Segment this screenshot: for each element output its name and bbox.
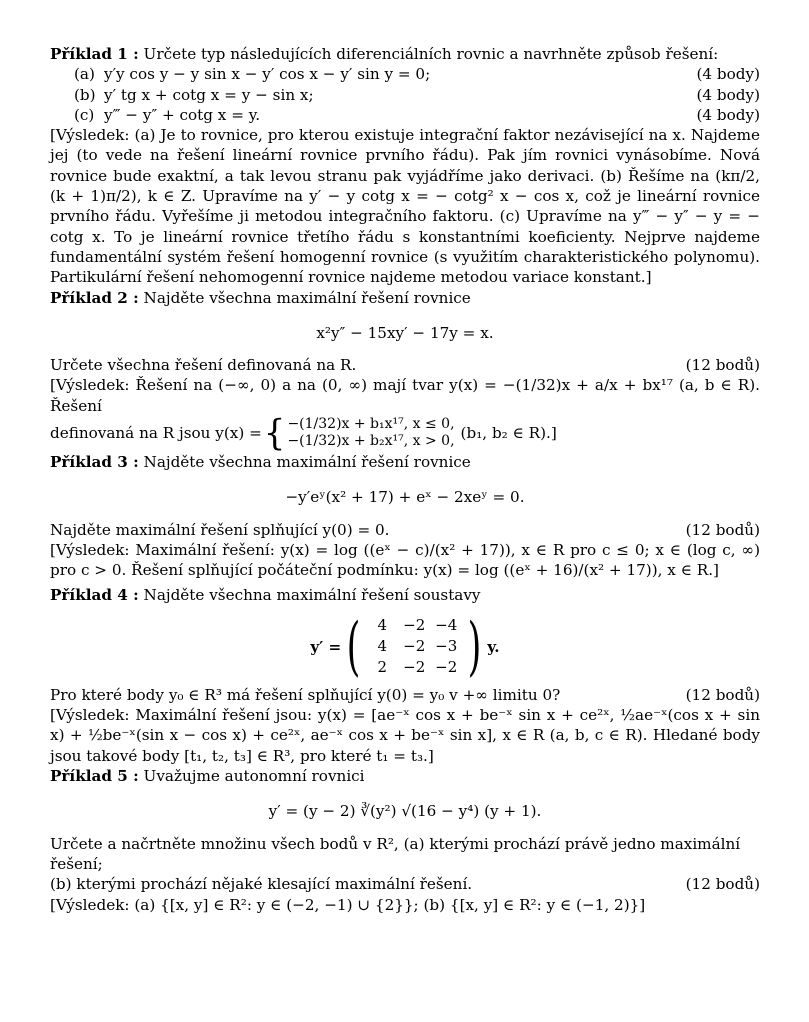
problem-2-result-cases bbox=[50, 412, 760, 455]
problem-3-points: (12 bodů) bbox=[685, 520, 760, 539]
problem-3-intro: Najděte všechna maximální řešení rovnice bbox=[143, 453, 471, 472]
problem-5-intro: Uvažujme autonomní rovnici bbox=[143, 767, 365, 786]
problem-5-result: [Výsledek: (a) {[x, y] ∈ R²: y ∈ (−2, −1) ∪ {2}}; (b) {[x, y] ∈ R²: y ∈ (−1, 2)}] bbox=[50, 895, 646, 914]
problem-2-result-tail: (b₁, b₂ ∈ R).] bbox=[460, 423, 557, 442]
coefficient-matrix bbox=[341, 609, 487, 684]
item-c-points: (4 body) bbox=[696, 105, 760, 124]
problem-1-label: Příklad 1 : bbox=[50, 45, 139, 63]
item-b-points: (4 body) bbox=[696, 85, 760, 104]
matrix-cell: −2 bbox=[403, 637, 426, 656]
problem-4-label: Příklad 4 : bbox=[50, 585, 139, 604]
problem-4-intro: Najděte všechna maximální řešení soustavy bbox=[143, 585, 481, 604]
problem-4-result: [Výsledek: Maximální řešení jsou: y(x) = [ae⁻ˣ cos x + be⁻ˣ sin x + ce²ˣ, ½ae⁻ˣ(cos x + sin x) + ½be⁻ˣ(sin x − cos x) + ce²ˣ, ae⁻ˣ cos x + be⁻ˣ sin x], x ∈ R (a, b, c ∈ R). Hledané body jsou takové body [t₁, t₂, t₃] ∈ R³, pro které t₁ = t₃.] bbox=[50, 706, 760, 765]
problem-1-intro: Určete typ následujících diferenciálních rovnic a navrhněte způsob řešení: bbox=[143, 45, 719, 63]
problem-5-equation: y′ = (y − 2) ∛(y²) √(16 − y⁴) (y + 1). bbox=[268, 802, 542, 821]
item-a-points: (4 body) bbox=[696, 65, 760, 84]
problem-5-heading bbox=[50, 766, 760, 786]
problem-2-question: Určete všechna řešení definovaná na R. bbox=[50, 356, 357, 375]
problem-1-item-b bbox=[50, 85, 760, 105]
matrix-cell: −2 bbox=[435, 658, 458, 677]
problem-4-points: (12 bodů) bbox=[685, 685, 760, 704]
problem-5-question-1: Určete a načrtněte množinu všech bodů v R², (a) kterými prochází právě jedno maximální řešení; bbox=[50, 834, 741, 873]
matrix-cell: −2 bbox=[403, 658, 426, 677]
problem-5-question-2: (b) kterými prochází nějaké klesající maximální řešení. bbox=[50, 875, 473, 894]
system-rhs: y. bbox=[487, 637, 500, 656]
problem-3-label: Příklad 3 : bbox=[50, 453, 139, 472]
case-2: −(1/32)x + b₂x¹⁷, x > 0, bbox=[287, 433, 455, 450]
problem-3-equation: −y′eʸ(x² + 17) + eˣ − 2xeʸ = 0. bbox=[285, 488, 525, 507]
matrix-cell: −2 bbox=[403, 616, 426, 635]
problem-2-label: Příklad 2 : bbox=[50, 288, 139, 307]
matrix-cell: 2 bbox=[377, 658, 387, 677]
problem-2-result-lead: definovaná na R jsou y(x) = bbox=[50, 423, 262, 442]
problem-3-question: Najděte maximální řešení splňující y(0) = 0. bbox=[50, 520, 390, 539]
matrix-cell: 4 bbox=[377, 637, 387, 656]
problem-4-heading bbox=[50, 585, 760, 605]
problem-4-question: Pro které body y₀ ∈ R³ má řešení splňující y(0) = y₀ v +∞ limitu 0? bbox=[50, 685, 561, 704]
piecewise-cases bbox=[262, 412, 455, 455]
matrix-right-paren: ) bbox=[467, 609, 482, 684]
problem-2-equation: x²y″ − 15xy′ − 17y = x. bbox=[316, 323, 494, 342]
problem-5-points: (12 bodů) bbox=[685, 875, 760, 894]
problem-2-question-row bbox=[50, 355, 760, 375]
problem-1-item-a bbox=[50, 64, 760, 84]
problem-1-item-c bbox=[50, 105, 760, 125]
item-a-equation: y′y cos y − y sin x − y′ cos x − y′ sin y = 0; bbox=[104, 65, 431, 84]
item-c-tag: (c) bbox=[74, 105, 95, 124]
problem-4-question-row bbox=[50, 685, 760, 705]
problem-3-result: [Výsledek: Maximální řešení: y(x) = log ((eˣ − c)/(x² + 17)), x ∈ R pro c ≤ 0; x ∈ (log c, ∞) pro c > 0. Řešení splňující počáteční podmínku: y(x) = log ((eˣ + 16)/(x² + 17)), x ∈ R.] bbox=[50, 540, 760, 580]
problem-2-result-line-1: [Výsledek: Řešení na (−∞, 0) a na (0, ∞) mají tvar y(x) = −(1/32)x + a/x + bx¹⁷ (a, b ∈ R). Řešení bbox=[50, 376, 760, 415]
case-1: −(1/32)x + b₁x¹⁷, x ≤ 0, bbox=[287, 416, 455, 433]
matrix-cell: 4 bbox=[377, 616, 387, 635]
matrix-cell: −3 bbox=[435, 637, 458, 656]
item-c-equation: y‴ − y″ + cotg x = y. bbox=[104, 105, 261, 124]
matrix-cell: −4 bbox=[435, 616, 458, 635]
left-brace: { bbox=[263, 412, 286, 455]
item-b-equation: y′ tg x + cotg x = y − sin x; bbox=[104, 85, 314, 104]
item-a-tag: (a) bbox=[74, 65, 95, 84]
problem-2-points: (12 bodů) bbox=[685, 356, 760, 375]
problem-5-label: Příklad 5 : bbox=[50, 767, 139, 786]
item-b-tag: (b) bbox=[74, 85, 96, 104]
matrix-left-paren: ( bbox=[346, 609, 361, 684]
problem-5-question-row bbox=[50, 874, 760, 894]
problem-2-intro: Najděte všechna maximální řešení rovnice bbox=[143, 288, 471, 307]
problem-2-heading bbox=[50, 288, 760, 308]
problem-3-question-row bbox=[50, 520, 760, 540]
problem-1-result: [Výsledek: (a) Je to rovnice, pro kterou existuje integrační faktor nezávisející na x. Najdeme jej (to vede na řešení lineární rovnice prvního řádu). Pak jím rovnici vynásobíme. Nová rovnice bude exaktní, a tak levou stranu pak vyjádříme jako derivaci. (b) Řešíme na (kπ/2, (k + 1)π/2), k ∈ Z. Upravíme na y′ − y cotg x = − cotg² x − cos x, což je lineární rovnice prvního řádu. Vyřešíme ji metodou integračního faktoru. (c) Upravíme na y‴ − y″ − y = − cotg x. To je lineární rovnice třetího řádu s konstantními koeficienty. Nejprve najdeme fundamentální systém řešení homogenní rovnice (s využitím charakteristického polynomu). Partikulární řešení nehomogenní rovnice najdeme metodou variace konstant.] bbox=[50, 126, 760, 287]
exam-page bbox=[50, 44, 760, 915]
problem-1-heading bbox=[50, 44, 760, 64]
system-lhs: y′ = bbox=[310, 637, 342, 656]
problem-3-heading bbox=[50, 452, 760, 472]
problem-4-system bbox=[50, 609, 760, 684]
